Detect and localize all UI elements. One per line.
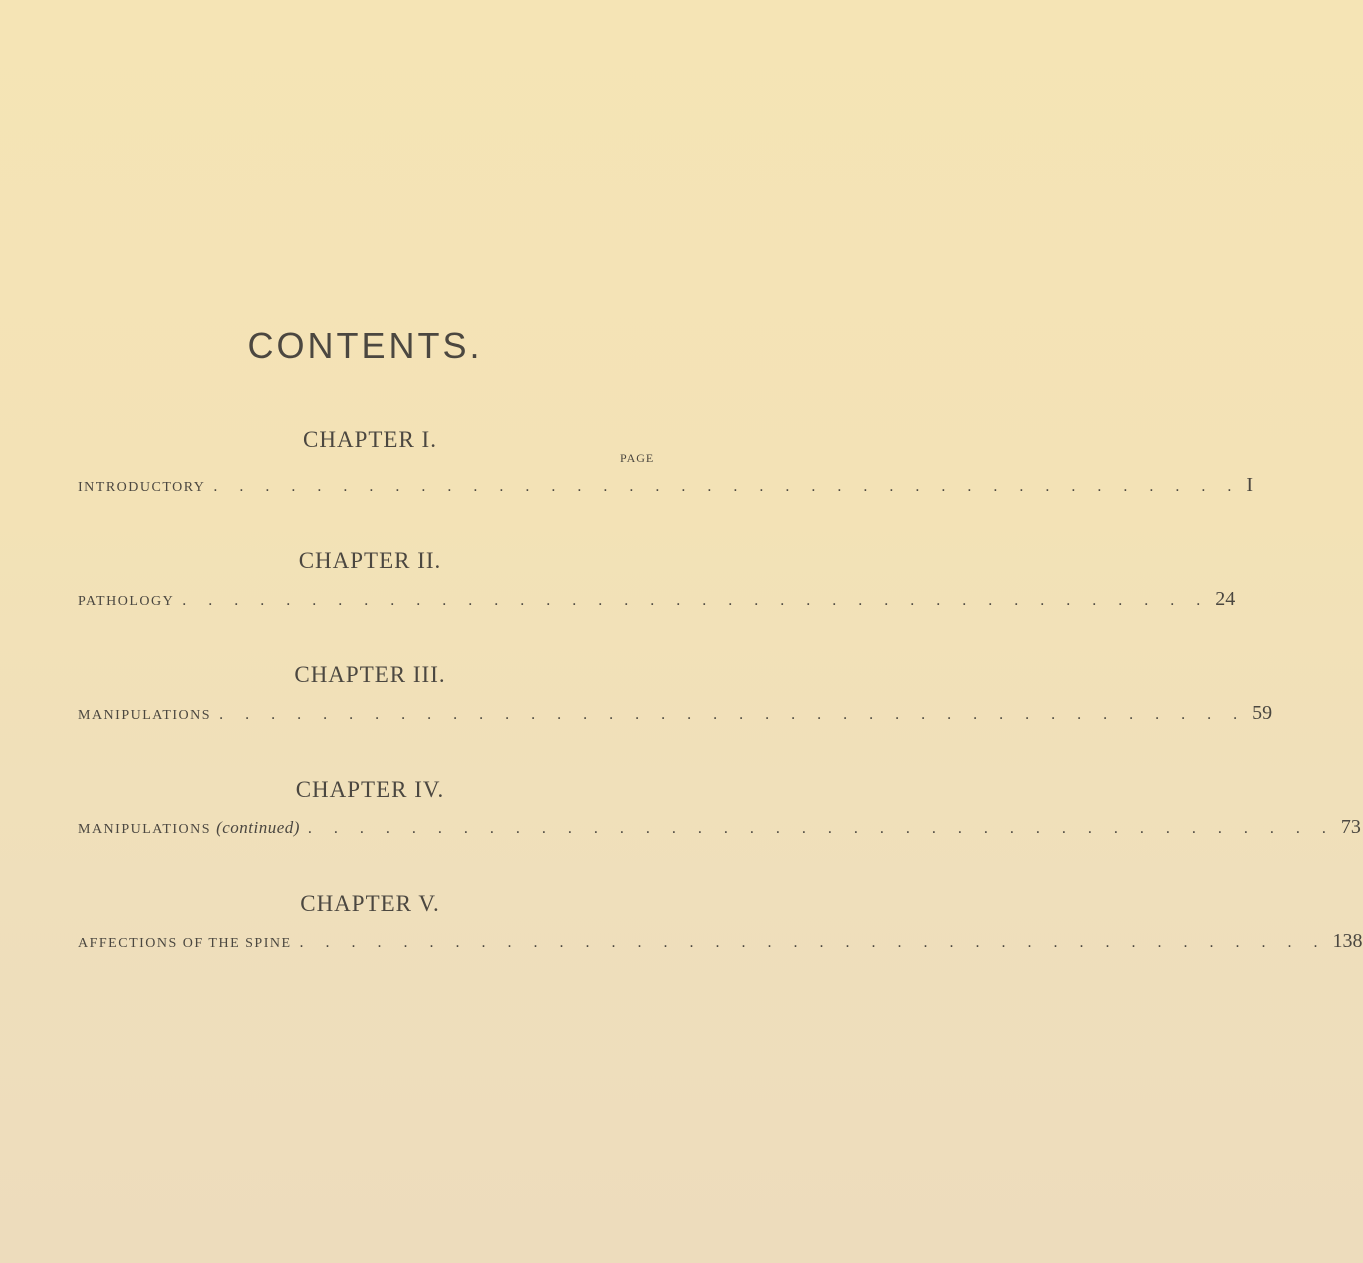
toc-entry-label: MANIPULATIONS bbox=[78, 708, 212, 723]
toc-entry-3[interactable] bbox=[78, 702, 1273, 730]
chapter-heading-2: CHAPTER II. bbox=[298, 548, 442, 573]
toc-entry-label: AFFECTIONS OF THE SPINE bbox=[78, 936, 292, 951]
leader-dots: . . . . . . . . . . . . . . . . . . . . . . . . . . . . . . . . . . . . . . . . bbox=[307, 820, 1335, 837]
chapter-heading-4: CHAPTER IV. bbox=[295, 777, 445, 802]
toc-entry-4[interactable] bbox=[78, 816, 1361, 844]
chapter-heading-5: CHAPTER V. bbox=[300, 891, 440, 916]
chapter-heading-3: CHAPTER III. bbox=[294, 662, 446, 687]
leader-dots: . . . . . . . . . . . . . . . . . . . . . . . . . . . . . . . . . . . . . . . . bbox=[213, 478, 1241, 495]
leader-dots: . . . . . . . . . . . . . . . . . . . . . . . . . . . . . . . . . . . . . . . . bbox=[299, 934, 1327, 951]
page-column-label: PAGE bbox=[620, 451, 655, 465]
page-title: CONTENTS. bbox=[247, 325, 483, 366]
toc-entry-5[interactable] bbox=[78, 930, 1363, 958]
toc-entry-page: 138 bbox=[1332, 930, 1363, 952]
toc-entry-page: 59 bbox=[1252, 702, 1273, 724]
toc-entry-label: INTRODUCTORY bbox=[78, 480, 206, 495]
toc-entry-label-italic: (continued) bbox=[216, 818, 300, 837]
toc-entry-1[interactable] bbox=[78, 474, 1254, 502]
leader-dots: . . . . . . . . . . . . . . . . . . . . . . . . . . . . . . . . . . . . . . . . bbox=[182, 592, 1210, 609]
toc-entry-label-text: MANIPULATIONS bbox=[78, 822, 212, 837]
toc-entry-page: I bbox=[1246, 474, 1254, 496]
toc-entry-2[interactable] bbox=[78, 588, 1236, 616]
toc-entry-label: PATHOLOGY bbox=[78, 594, 175, 609]
toc-entry-page: 24 bbox=[1215, 588, 1236, 610]
leader-dots: . . . . . . . . . . . . . . . . . . . . . . . . . . . . . . . . . . . . . . . . bbox=[219, 706, 1247, 723]
toc-entry-page: 73 bbox=[1340, 816, 1361, 838]
toc-entry-label bbox=[78, 818, 300, 838]
chapter-heading-1: CHAPTER I. bbox=[303, 427, 437, 452]
